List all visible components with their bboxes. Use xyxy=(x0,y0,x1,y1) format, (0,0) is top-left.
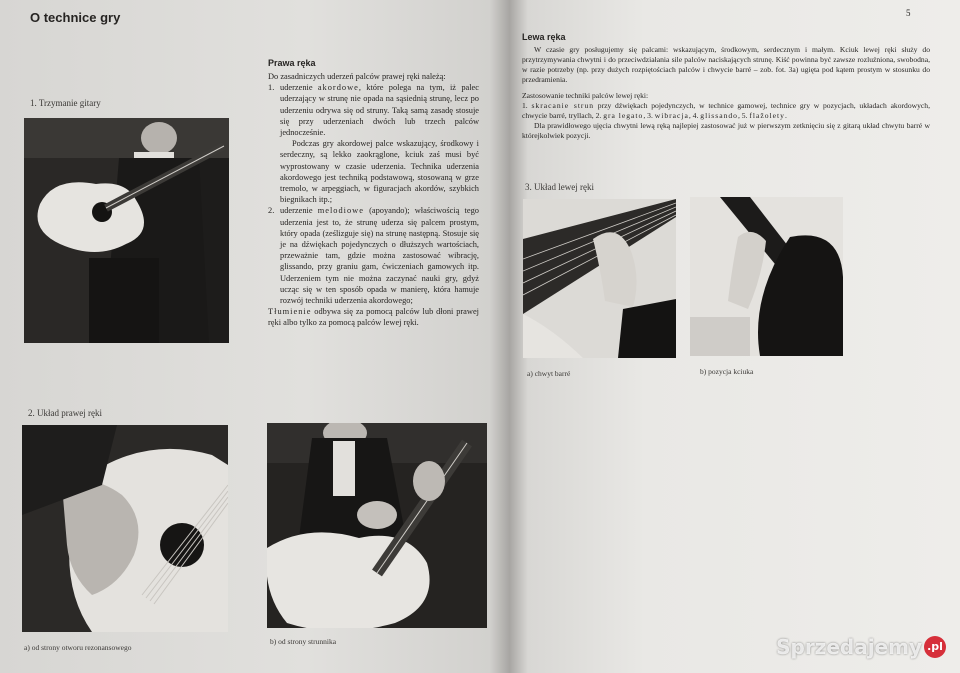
right-hand-item-1 xyxy=(268,82,479,205)
figure-2a-caption: a) od strony otworu rezonansowego xyxy=(24,643,132,652)
application-5-number: , 5. xyxy=(737,111,750,120)
left-hand-paragraph: W czasie gry posługujemy się palcami: wskazującym, środkowym, serdecznym i małym. Kciuk lewej ręki służy do przytrzymywania chwytni i do przeciwdziałania sile palców naciskających strunę. Kiść powinna być zawsze rozluźniona, swobodna, w razie potrzeby (np. przy dużych rozpiętościach palców i chwycie barré – zob. fot. 3a) ugięta pod kątem prostym w stosunku do przedramienia. xyxy=(522,45,930,84)
left-hand-applications-intro: Zastosowanie techniki palców lewej ręki: xyxy=(522,91,649,100)
item-2-term: melodiowe xyxy=(317,206,364,216)
figure-1-caption: 1. Trzymanie gitary xyxy=(30,98,101,108)
application-3-term: wibracja xyxy=(654,111,689,120)
page-title: O technice gry xyxy=(30,10,121,25)
item-1-number: 1. xyxy=(268,83,275,93)
figure-3b-caption: b) pozycja kciuka xyxy=(700,367,754,376)
muting-text: odbywa się za pomocą palców lub dłoni prawej ręki albo tylko za pomocą palców lewej ręki. xyxy=(268,307,479,328)
page-number: 5 xyxy=(906,8,911,18)
photo-right-hand-soundhole xyxy=(22,425,228,632)
left-hand-section xyxy=(522,32,930,141)
muting-paragraph xyxy=(268,306,479,328)
application-4-term: glissando xyxy=(700,111,738,120)
application-1-text: przy dźwiękach pojedynczych, w technice gamowej, technice gry w pozycjach, układach akordowych, chwycie barré, tryllach, xyxy=(522,101,930,120)
application-3-number: , 3. xyxy=(643,111,655,120)
application-5-term: flažolety xyxy=(749,111,785,120)
application-2-number: 2. xyxy=(595,111,604,120)
watermark-badge: .pl xyxy=(924,636,946,658)
application-2-term: gra legato xyxy=(603,111,644,120)
right-hand-item-2 xyxy=(268,205,479,306)
photo-thumb-position xyxy=(690,197,843,356)
watermark-logo xyxy=(776,635,946,659)
figure-3-caption: 3. Układ lewej ręki xyxy=(525,182,594,192)
photo-holding-guitar xyxy=(24,118,229,343)
figure-2b-caption: b) od strony strunnika xyxy=(270,637,337,646)
item-2-number: 2. xyxy=(268,206,275,216)
right-hand-intro: Do zasadniczych uderzeń palców prawej ręki należą: xyxy=(268,72,446,81)
item-1-prefix: uderzenie xyxy=(280,83,318,93)
application-1-term: skracanie strun xyxy=(531,101,595,110)
figure-2-caption: 2. Układ prawej ręki xyxy=(28,408,102,418)
photo-barre-chord xyxy=(523,199,676,358)
right-hand-heading: Prawa ręka xyxy=(268,58,316,68)
item-1-text: , które polega na tym, iż palec uderzający w strunę nie opada na sąsiednią strunę, lecz po uderzeniu odrywa się od struny. Taką samą zasadę stosuje się przy uderzeniach dwóch lub trzech palców jednocześnie. xyxy=(280,83,479,138)
left-hand-applications-list xyxy=(522,101,930,121)
item-1-term: akordowe xyxy=(317,83,359,93)
application-5-text: . xyxy=(784,111,787,120)
photo-right-hand-bridge xyxy=(267,423,487,628)
watermark-text: Sprzedajemy xyxy=(776,635,922,659)
right-hand-section xyxy=(268,58,479,329)
left-hand-heading: Lewa ręka xyxy=(522,32,566,42)
left-hand-closing: Dla prawidłowego ujęcia chwytni lewą ręką najlepiej zastosować już w pierwszym zetknięciu się z gitarą układ chwytu barré w którejkolwiek pozycji. xyxy=(522,121,930,140)
item-1-paragraph-2: Podczas gry akordowej palce wskazujący, środkowy i serdeczny, są lekko zaokrąglone, kciuk zaś musi być wyprostowany w czasie uderzenia. Technika uderzenia akordowego jest techniką podstawową, stosowaną w grze tremolo, w arpeggiach, w figuracjach akordów, szybkich biegnikach itp.; xyxy=(280,139,479,205)
item-2-text: (apoyando); właściwością tego uderzenia jest to, że strunę uderza się palcem prostym, który opada (ześlizguje się) na strunę następną. Stosuje się je na dźwiękach pojedynczych o dłuższych wartościach, przeważnie tam, gdzie można zastosować wibrację, glissando, przy graniu gam, ćwiczeniach gamowych itp. Uderzeniem tym nie można zaczynać nauki gry, gdyż ucząc się w ten sposób opada w manierę, która hamuje rozwój techniki uderzenia akordowego; xyxy=(280,206,479,306)
right-page xyxy=(510,0,960,673)
application-1-number: 1. xyxy=(522,101,532,110)
muting-term: Tłumienie xyxy=(268,307,312,317)
item-2-prefix: uderzenie xyxy=(280,206,318,216)
application-4-number: , 4. xyxy=(688,111,701,120)
figure-3a-caption: a) chwyt barré xyxy=(527,369,571,378)
